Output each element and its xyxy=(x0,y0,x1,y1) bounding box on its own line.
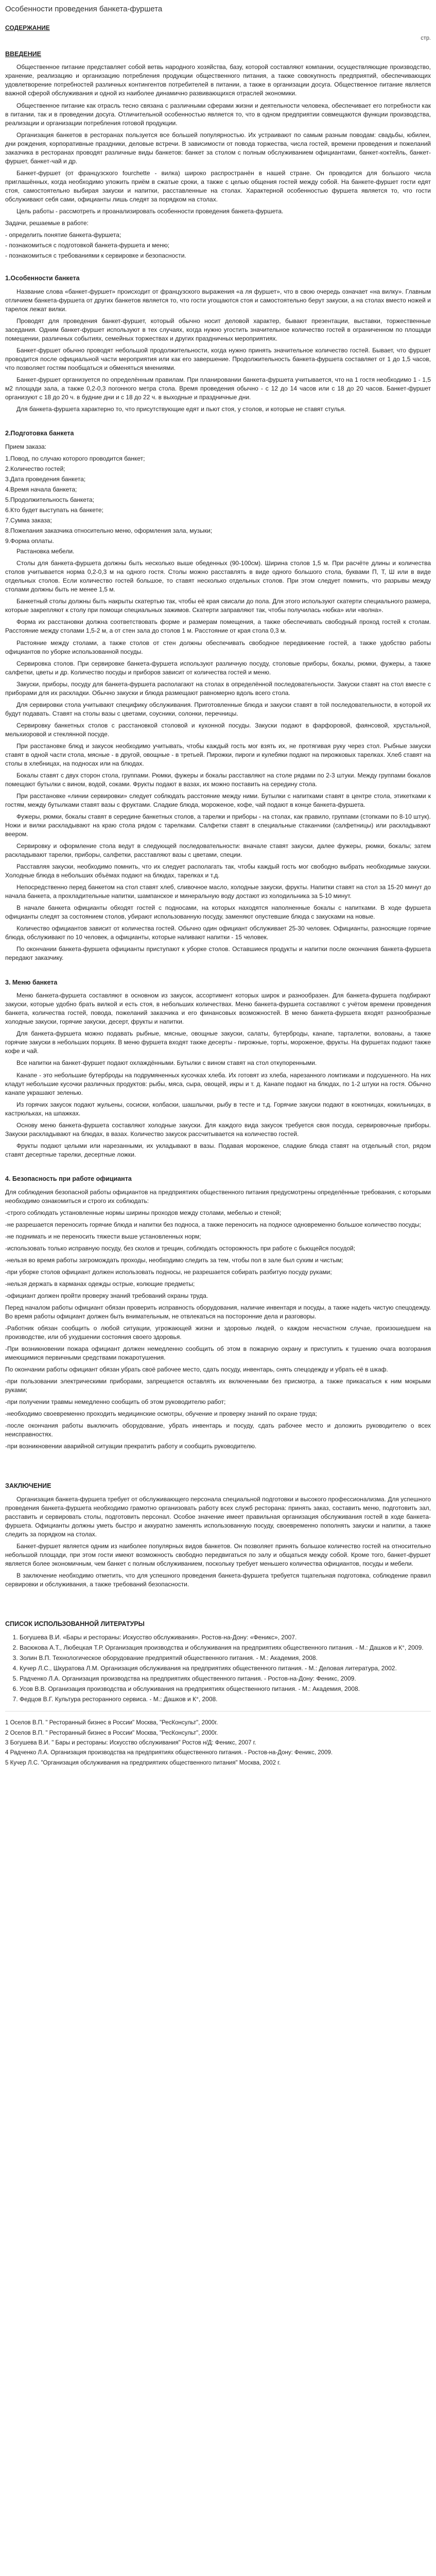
paragraph: -необходимо своевременно проходить медицинские осмотры, обучение и проверку знаний по охране труда; xyxy=(5,1410,317,1418)
checklist-item: 4.Время начала банкета; xyxy=(5,486,77,494)
paragraph: Основу меню банкета-фуршета составляют холодные закуски. Для каждого вида закусок требуется своя посуда, сервировочные приборы. Закуски раскладывают на блюдах, в вазах. Количество закусок рассчитывается на количество гостей. xyxy=(5,1121,431,1138)
paragraph: -нельзя держать в карманах одежды острые, колющие предметы; xyxy=(5,1280,195,1287)
paragraph: Для соблюдения безопасной работы официантов на предприятиях общественного питания предусмотрены определённые требования, с которыми необходимо ознакомиться и строго их соблюдать: xyxy=(5,1188,431,1205)
paragraph: Растояние между столами, а также столов от стен должны обеспечивать свободное передвижение гостей, а также удобство работы официантов по уборке использованной посуды. xyxy=(5,639,431,655)
paragraph: Название слова «банкет-фуршет» происходит от французского выражения «а ля фуршет», что в свою очередь означает «на вилку». Главным отличием банкета-фуршета от других банкетов является то, что гости угощаются стоя и самостоятельно берут закуски, а на столах вместо ножей и тарелок лежат вилки. xyxy=(5,287,431,313)
task-item: - познакомиться с подготовкой банкета-фуршета и меню; xyxy=(5,241,170,249)
section-2-heading: 2.Подготовка банкета xyxy=(5,430,74,437)
paragraph: Сервировка столов. При сервировке банкета-фуршета используют различную посуду, столовые приборы, бокалы, рюмки, фужеры, а также салфетки, цветы и др. Количество посуды и приборов зависит от количества гостей и меню. xyxy=(5,659,431,676)
reference-item: 3. Золин В.П. Технологическое оборудование предприятий общественного питания. - М.: Академия, 2008. xyxy=(20,1654,431,1663)
paragraph: Проводят для проведения банкет-фуршет, который обычно носит деловой характер, бывают презентации, выставки, торжественные заседания. Одним банкет-фуршет используют в тех случаях, когда нужно угостить значительное количество гостей в ограниченном по площади помещении, различных событиях, семейных торжествах и других праздничных мероприятиях. xyxy=(5,317,431,342)
paragraph: Перед началом работы официант обязан проверить исправность оборудования, наличие инвентаря и посуды, а также надеть чистую спецодежду. Во время работы официант должен быть внимательным, не отвлекаться на посторонние дела и разговоры. xyxy=(5,1303,431,1320)
reference-item: 1. Богушева В.И. «Бары и рестораны: Искусство обслуживания». Ростов-на-Дону: «Феникс», 2007. xyxy=(20,1633,431,1642)
footnote-item: 2 Оселов В.П. " Ресторанный бизнес в России" Москва, "РесКонсульт", 2000г. xyxy=(5,1730,218,1736)
paragraph: -при пользовании электрическими приборами, запрещается оставлять их включенными без присмотра, а также прикасаться к ним мокрыми руками; xyxy=(5,1378,431,1394)
paragraph: -после окончания работы выключить оборудование, убрать инвентарь и посуду, сдать рабочее место и доложить руководителю о всех неисправностях. xyxy=(5,1422,431,1438)
reference-item: 5. Радченко Л.А. Организация производства на предприятиях общественного питания. - Ростов-на-Дону: Феникс, 2009. xyxy=(20,1674,431,1683)
paragraph: Количество официантов зависит от количества гостей. Обычно один официант обслуживает 25-30 человек. Официанты, разносящие горячие блюда, обслуживают по 10 человек, а официанты, которые наливают напитки - 15 человек. xyxy=(5,925,431,941)
page-number: стр. xyxy=(421,35,431,42)
section-4-body xyxy=(5,1188,431,1451)
task-item: - определить понятие банкета-фуршета; xyxy=(5,231,121,239)
paragraph: При расстановке блюд и закусок необходимо учитывать, чтобы каждый гость мог взять их, не протягивая руку через стол. Рыбные закуски ставят в одной части стола, мясные - в другой, овощные - в третьей. Пирожки, пироги и кулебяки подают на пирожковых тарелках. Хлеб ставят на столы в хлебницах, на подносах или на блюдах. xyxy=(5,742,431,767)
paragraph: Столы для банкета-фуршета должны быть несколько выше обеденных (90-100см). Ширина столов 1,5 м. При расчёте длины и количества столов учитывается норма 0,2-0,3 м на одного гостя. Столы можно расставлять в виде одного большого стола, буквами П, Т, Ш или в виде отдельных столов. Если количество гостей большое, то ставят несколько отдельных столов. При этом следует помнить, что разрывы между столами должны быть не менее 1,5 м. xyxy=(5,560,431,594)
paragraph: Расставляя закуски, необходимо помнить, что их следует располагать так, чтобы каждый гость мог свободно выбрать необходимые закуски. Холодные блюда в небольших объёмах подают на блюдах, тарелках и т.д. xyxy=(5,863,431,879)
paragraph: По окончании работы официант обязан убрать своё рабочее место, сдать посуду, инвентарь, снять спецодежду и убрать её в шкаф. xyxy=(5,1366,388,1374)
paragraph: Бокалы ставят с двух сторон стола, группами. Рюмки, фужеры и бокалы расставляют на столе рядами по 2-3 штуки. Между группами бокалов помещают бутылки с вином, водой, соками. Фрукты подают в вазах, их можно поставить на середину стола. xyxy=(5,771,431,788)
checklist-item: 2.Количество гостей; xyxy=(5,465,65,472)
paragraph: Канапе - это небольшие бутерброды на подрумяненных кусочках хлеба. Их готовят из хлеба, нарезанного ломтиками и подсушенного. На них кладут небольшие кусочки различных продуктов: рыбы, мяса, сыра, овощей, икры и т. д. Канапе подают на блюдах, по 1-2 штуки на гостя. Обычно канапе украшают зеленью. xyxy=(5,1071,431,1096)
checklist-item: 7.Сумма заказа; xyxy=(5,517,52,524)
tasks-list xyxy=(5,231,431,260)
paragraph: Закуски, приборы, посуду для банкета-фуршета располагают на столах в определённой последовательности. Закуски ставят на стол вместе с приборами для их раскладки. Обычно закуски и блюда размещают равномерно вдоль всего стола. xyxy=(5,680,431,697)
conclusion-body xyxy=(5,1495,431,1589)
paragraph: -строго соблюдать установленные нормы ширины проходов между столами, мебелью и стеной; xyxy=(5,1209,282,1216)
paragraph: Форма их расстановки должна соответствовать форме и размерам помещения, а также обеспечивать свободный проход гостей к столам. Расстояние между столами 1,5-2 м, а от стен зала до столов 1 м. Расстояние от края стола 0,3 м. xyxy=(5,618,431,635)
checklist-item: 8.Пожелания заказчика относительно меню, оформления зала, музыки; xyxy=(5,527,213,535)
paragraph: -при получении травмы немедленно сообщить об этом руководителю работ; xyxy=(5,1398,226,1406)
checklist-item: 3.Дата проведения банкета; xyxy=(5,476,86,483)
order-checklist xyxy=(5,454,431,546)
reference-item: 6. Усов В.В. Организация производства и обслуживания на предприятиях общественного питания. - М.: Академия, 2008. xyxy=(20,1685,431,1693)
paragraph: -нельзя во время работы загромождать проходы, необходимо следить за тем, чтобы пол в зале был сухим и чистым; xyxy=(5,1256,343,1264)
footnote-item: 1 Оселов В.П. " Ресторанный бизнес в России" Москва, "РесКонсульт", 2000г. xyxy=(5,1720,218,1726)
prep-intro: Прием заказа: xyxy=(5,443,46,450)
tasks-intro: Задачи, решаемые в работе: xyxy=(5,219,89,227)
paragraph: -использовать только исправную посуду, без сколов и трещин, соблюдать осторожность при работе с бьющейся посудой; xyxy=(5,1244,356,1252)
paragraph: Организация банкетов в ресторанах пользуется все большей популярностью. Их устраивают по самым разным поводам: свадьбы, юбилеи, дни рождения, корпоративные праздники, деловые встречи. В зависимости от повода торжества, числа гостей, времени проведения и пожеланий заказчика в ресторанах проводят различные виды банкетов: банкет за столом с полным обслуживанием официантами, банкет-коктейль, банкет-фуршет, банкет-чай и др. xyxy=(5,131,431,165)
paragraph: Для сервировки стола учитывают специфику обслуживания. Приготовленные блюда и закуски ставят в той последовательности, в которой их будут подавать. Ставят на столы вазы с цветами, соусники, солонки, перечницы. xyxy=(5,701,431,717)
paragraph: Меню банкета-фуршета составляют в основном из закусок, ассортимент которых широк и разнообразен. Для банкета-фуршета подбирают закуски, которые удобно брать вилкой и есть стоя, в небольших количествах. Меню банкета-фуршета составляют с учётом времени проведения банкета, количества гостей, повода, пожеланий заказчика и его финансовых возможностей. В меню банкета-фуршета входят разнообразные холодные закуски, горячие закуски, десерт, фрукты и напитки. xyxy=(5,992,431,1026)
reference-item: 4. Кучер Л.С., Шкуратова Л.М. Организация обслуживания на предприятиях общественного питания. - М.: Деловая литература, 2002. xyxy=(20,1664,431,1673)
reference-item: 7. Федцов В.Г. Культура ресторанного сервиса. - М.: Дашков и К°, 2008. xyxy=(20,1695,431,1704)
paragraph: По окончании банкета-фуршета официанты приступают к уборке столов. Оставшиеся продукты и напитки после окончания банкета-фуршета передают заказчику. xyxy=(5,945,431,962)
paragraph: Банкет-фуршет обычно проводят небольшой продолжительности, когда нужно принять значительное количество гостей. Бывает, что фуршет проводится после официальной части мероприятия или как его завершение. Продолжительность банкета-фуршета составляет от 1 до 1,5 часов, что позволяет гостям пообщаться и обменяться мнениями. xyxy=(5,346,431,372)
checklist-item: 5.Продолжительность банкета; xyxy=(5,496,95,504)
toc-heading: СОДЕРЖАНИЕ xyxy=(5,24,50,31)
paragraph: Для банкета-фуршета характерно то, что присутствующие едят и пьют стоя, у столов, и которые не ставят стулья. xyxy=(16,405,346,413)
section-3-body xyxy=(5,991,431,1159)
checklist-item: 1.Повод, по случаю которого проводится банкет; xyxy=(5,454,145,462)
section-1-heading: 1.Особенности банкета xyxy=(5,275,80,282)
footnote-item: 3 Богушева В.И. " Бары и рестораны: Искусство обслуживания" Ростов н/Д: Феникс, 2007 г. xyxy=(5,1739,256,1746)
paragraph: -при уборке столов официант должен использовать подносы, не разрешается собирать разбитую посуду руками; xyxy=(5,1268,332,1276)
document-title: Особенности проведения банкета-фуршета xyxy=(5,5,163,14)
checklist-item: 6.Кто будет выступать на банкете; xyxy=(5,506,103,514)
reference-item: 2. Васюкова А.Т., Любецкая Т.Р. Организация производства и обслуживания на предприятиях общественного питания. - М.: Дашков и К°, 2009. xyxy=(20,1643,431,1652)
paragraph: Непосредственно перед банкетом на стол ставят хлеб, сливочное масло, холодные закуски, фрукты. Напитки ставят на стол за 15-20 минут до начала банкета, а прохладительные напитки, шампанское и минеральную воду достают из холодильника за 5-10 минут. xyxy=(5,884,431,900)
paragraph: Организация банкета-фуршета требует от обслуживающего персонала специальной подготовки и высокого профессионализма. Для успешного проведения банкета-фуршета необходимо грамотно организовать работу всех служб ресторана: принять заказ, составить меню, подготовить зал, расставить и сервировать столы, подготовить персонал. Особое значение имеет правильная организация обслуживания гостей в ходе банкета-фуршета. Официанты должны уметь быстро и аккуратно заменять использованную посуду, своевременно пополнять закуски и напитки, а также следить за порядком на столах. xyxy=(5,1496,431,1538)
paragraph: Общественное питание представляет собой ветвь народного хозяйства, базу, которой составляют компании, осуществляющие производство, хранение, реализацию и организацию потребления продукции общественного питания, а также совокупность предприятий, обеспечивающих удовлетворение потребностей различных контингентов потребителей в питании, а также в организации досуга. Общественное питание является важной сферой обслуживания и одной из наиболее динамично развивающихся отраслей экономики. xyxy=(5,63,431,97)
paragraph: Для банкета-фуршета можно подавать рыбные, мясные, овощные закуски, салаты, бутерброды, канапе, тарталетки, волованы, а также горячие закуски в небольших порциях. В меню фуршета входят также десерты - пирожные, торты, мороженое, фрукты. На фуршетах подают также кофе и чай. xyxy=(5,1030,431,1055)
task-item: - познакомиться с требованиями к сервировке и безопасности. xyxy=(5,251,186,259)
footnotes xyxy=(5,1719,431,1767)
references-heading: СПИСОК ИСПОЛЬЗОВАННОЙ ЛИТЕРАТУРЫ xyxy=(5,1620,145,1628)
paragraph: Банкет-фуршет организуется по определённым правилам. При планировании банкета-фуршета учитывается, что на 1 гостя необходимо 1 - 1,5 м2 площади зала, а также 0,2-0,3 погонного метра стола. Время проведения обычно - с 12 до 14 часов или с 18 до 20 часов. Банкет-фуршет организуют с 18 до 20 ч. в будние дни и с 18 до 22 ч. в выходные и праздничные дни. xyxy=(5,376,431,401)
paragraph: В начале банкета официанты обходят гостей с подносами, на которых находятся наполненные бокалы с напитками. В ходе фуршета официанты следят за состоянием столов, убирают использованную посуду, заменяют опустевшие блюда с закусками на новые. xyxy=(5,904,431,921)
paragraph: Фужеры, рюмки, бокалы ставят в середине банкетных столов, а тарелки и приборы - на столах, как правило, группами (стопками по 8-10 штук). Ножи и вилки раскладывают на краю стола рядом с тарелками. Салфетки ставят в специальные стаканчики (салфетницы) или раскладывают веером. xyxy=(5,813,431,838)
paragraph: -официант должен пройти проверку знаний требований охраны труда. xyxy=(5,1292,208,1299)
paragraph: Банкет-фуршет (от французского fourchette - вилка) широко распространён в нашей стране. Он проводится для большого числа приглашённых, когда необходимо уложить приём в сжатые сроки, а также с целью общения гостей между собой. На банкете-фуршет гости едят стоя, самостоятельно выбирая закуски и напитки, расставленные на столах. Характерной особенностью фуршета является то, что гости обслуживают себя сами, официанты лишь следят за порядком на столах. xyxy=(5,169,431,203)
paragraph: Общественное питание как отрасль тесно связана с различными сферами жизни и деятельности человека, обеспечивает его потребности как в питании, так и в проведении досуга. Отличительной особенностью является то, что в одном предприятии совмещаются функции производства, реализации и организации потребления готовой продукции. xyxy=(5,101,431,127)
footnote-item: 5 Кучер Л.С. "Организация обслуживания на предприятиях общественного питания" Москва, 2002 г. xyxy=(5,1759,281,1766)
paragraph: Из горячих закусок подают жульены, сосиски, колбаски, шашлычки, рыбу в тесте и т.д. Горячие закуски подают в кокотницах, кокильницах, в кастрюльках, на шпажках. xyxy=(5,1100,431,1117)
references-list xyxy=(5,1633,431,1704)
paragraph: -не поднимать и не переносить тяжести выше установленных норм; xyxy=(5,1232,201,1240)
section-3-heading: 3. Меню банкета xyxy=(5,978,58,986)
title-bar xyxy=(5,0,431,19)
introduction-body xyxy=(5,63,431,216)
conclusion-heading: ЗАКЛЮЧЕНИЕ xyxy=(5,1482,51,1490)
paragraph: Банкет-фуршет является одним из наиболее популярных видов банкетов. Он позволяет принять большое количество гостей на относительно небольшой площади, при этом гости имеют возможность свободно передвигаться по залу и общаться между собой. Кроме того, банкет-фуршет является более экономичным, чем банкет с полным обслуживанием, поскольку требует меньшего количества официантов, посуды и мебели. xyxy=(5,1543,431,1568)
paragraph: Банкетный столы должны быть накрыты скатертью так, чтобы её края свисали до пола. Для этого используют скатерти специального размера, которые закрепляют к столу при помощи специальных зажимов. Скатерти заправляют так, чтобы получилась «юбка» или «волна». xyxy=(5,598,431,614)
paragraph: В заключение необходимо отметить, что для успешного проведения банкета-фуршета требуется тщательная подготовка, соблюдение правил сервировки и обслуживания, а также требований безопасности. xyxy=(5,1572,431,1588)
paragraph: Цель работы - рассмотреть и проанализировать особенности проведения банкета-фуршета. xyxy=(16,207,284,215)
paragraph: -При возникновении пожара официант должен немедленно сообщить об этом в пожарную охрану и приступить к тушению очага возгорания имеющимися первичными средствами пожаротушения. xyxy=(5,1345,431,1362)
introduction-heading: ВВЕДЕНИЕ xyxy=(5,50,41,58)
paragraph: При расстановке «линии сервировки» следует соблюдать расстояние между ними. Бутылки с напитками ставят в центре стола, этикетками к гостям, между бутылками ставят вазы с фруктами. Сладкие блюда, мороженое, кофе, чай подают в конце банкета-фуршета. xyxy=(5,792,431,809)
paragraph: -при возникновении аварийной ситуации прекратить работу и сообщить руководителю. xyxy=(5,1443,257,1450)
paragraph: Сервировку банкетных столов с расстановкой столовой и кухонной посуды. Закуски подают в фарфоровой, фаянсовой, хрустальной, мельхиоровой и стеклянной посуде. xyxy=(5,721,431,738)
paragraph: Фрукты подают целыми или нарезанными, их укладывают в вазы. Подавая мороженое, сладкие блюда ставят на отдельный стол, рядом ставят десертные тарелки, десертные ложки. xyxy=(5,1142,431,1158)
paragraph: Растановка мебели. xyxy=(16,548,75,555)
paragraph: -Работник обязан сообщить о любой ситуации, угрожающей жизни и здоровью людей, о каждом несчастном случае, произошедшем на производстве, или об ухудшении состояния своего здоровья. xyxy=(5,1324,431,1341)
footnote-item: 4 Радченко Л.А. Организация производства на предприятиях общественного питания. - Ростов-на-Дону: Феникс, 2009. xyxy=(5,1750,333,1756)
section-4-heading: 4. Безопасность при работе официанта xyxy=(5,1175,132,1182)
paragraph: Все напитки на банкет-фуршет подают охлаждёнными. Бутылки с вином ставят на стол откупоренными. xyxy=(16,1059,317,1067)
section-1-body xyxy=(5,287,431,414)
paragraph: Сервировку и оформление стола ведут в следующей последовательности: вначале ставят закуски, далее фужеры, рюмки, бокалы; затем раскладывают тарелки, приборы, салфетки, расставляют вазы с цветами, специи. xyxy=(5,842,431,859)
paragraph: -не разрешается переносить горячие блюда и напитки без подноса, а также переносить на подносе одновременно большое количество посуды; xyxy=(5,1221,421,1228)
checklist-item: 9.Форма оплаты. xyxy=(5,537,54,545)
section-2-body xyxy=(5,547,431,962)
